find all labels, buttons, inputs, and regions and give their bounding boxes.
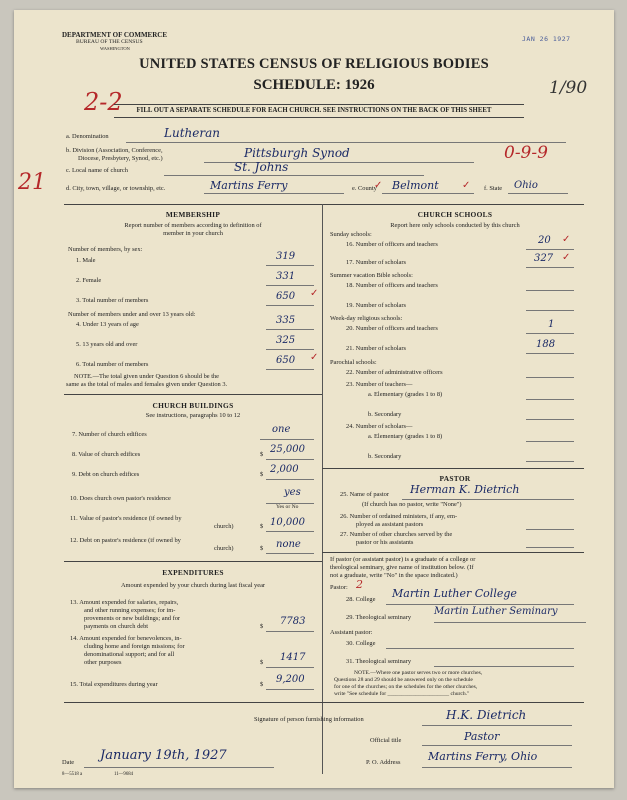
q14-value: 1417: [280, 652, 306, 663]
q30-line: [386, 648, 574, 649]
signature-value: H.K. Dietrich: [446, 708, 527, 722]
q1-value: 319: [276, 251, 296, 262]
q9-value: 2,000: [270, 464, 299, 475]
q8-dollar: $: [260, 451, 264, 458]
pastor-sub-label: Pastor:: [330, 584, 348, 591]
q5-line: [266, 349, 314, 350]
q17-value: 327: [534, 253, 554, 264]
q4-value: 335: [276, 315, 296, 326]
q28-label: 28. College: [346, 596, 376, 603]
check-mark-icon: ✓: [562, 234, 571, 245]
form-title: UNITED STATES CENSUS OF RELIGIOUS BODIES: [139, 56, 489, 72]
q20-label: 20. Number of officers and teachers: [346, 325, 438, 332]
q21-label: 21. Number of scholars: [346, 345, 406, 352]
q27-line: [526, 547, 574, 548]
q29-label: 29. Theological seminary: [346, 614, 412, 621]
graduate-rule: [322, 552, 584, 553]
buildings-heading: CHURCH BUILDINGS: [152, 401, 234, 410]
state-line: [508, 193, 568, 194]
q8-line: [266, 459, 314, 460]
q25-value: Herman K. Dietrich: [410, 483, 520, 496]
q15-value: 9,200: [276, 674, 305, 685]
q25-note: (If church has no pastor, write "None"): [362, 501, 462, 508]
q3-value: 650: [276, 291, 296, 302]
graduate-instruction: If pastor (or assistant pastor) is a graduate of a college or: [330, 556, 476, 563]
q24b-line: [526, 461, 574, 462]
local-name-value: St. Johns: [234, 160, 289, 174]
q25-label: 25. Name of pastor: [340, 491, 389, 498]
state-value: Ohio: [514, 180, 538, 191]
q21-line: [526, 353, 574, 354]
q24a-label: a. Elementary (grades 1 to 8): [368, 433, 443, 440]
handwritten-margin-number: 21: [18, 170, 46, 195]
division-code: 0-9-9: [504, 143, 548, 163]
q3-line: [266, 305, 314, 306]
q13-dollar: $: [260, 623, 264, 630]
q15-line: [266, 689, 314, 690]
q17-label: 17. Number of scholars: [346, 259, 406, 266]
q16-line: [526, 249, 574, 250]
q29-line: [434, 622, 586, 623]
sunday-schools-label: Sunday schools:: [330, 231, 372, 238]
q19-line: [526, 310, 574, 311]
pastor-note: NOTE.—Where one pastor serves two or more churches,: [354, 670, 483, 676]
city-label: d. City, town, village, or township, etc.: [66, 185, 166, 192]
q6-label: 6. Total number of members: [76, 361, 149, 368]
denomination-label: a. Denomination: [66, 133, 109, 140]
bureau-line: BUREAU OF THE CENSUS: [76, 39, 143, 45]
city-value: Martins Ferry: [210, 179, 288, 192]
official-title-value: Pastor: [464, 730, 500, 743]
form-code-2: 11—9684: [114, 772, 134, 777]
q15-dollar: $: [260, 681, 264, 688]
parochial-schools-label: Parochial schools:: [330, 359, 377, 366]
department-line: DEPARTMENT OF COMMERCE: [62, 31, 168, 39]
q9-dollar: $: [260, 471, 264, 478]
q23b-label: b. Secondary: [368, 411, 402, 418]
q23-label: 23. Number of teachers—: [346, 381, 413, 388]
q2-value: 331: [276, 271, 296, 282]
date-label: Date: [62, 759, 75, 766]
q12-label-2: church): [214, 545, 234, 552]
section-top-rule: [64, 204, 584, 205]
q6-value: 650: [276, 355, 296, 366]
q13-label: 13. Amount expended for salaries, repairs,: [70, 599, 179, 606]
q26-label: 26. Number of ordained ministers, if any, em-: [340, 513, 458, 520]
membership-intro-2: member in your church: [163, 230, 223, 237]
official-title-label: Official title: [370, 737, 402, 744]
buildings-subheading: See instructions, paragraphs 10 to 12: [145, 412, 241, 419]
pastor-note-4: write "See schedule for ______________________ church.": [334, 691, 470, 697]
q14-label-4: other purposes: [84, 659, 122, 666]
q7-line: [260, 439, 314, 440]
q12-value: none: [276, 539, 301, 550]
city-line: WASHINGTON: [100, 46, 130, 51]
membership-note-2: same as the total of males and females given under Question 3.: [66, 381, 228, 388]
date-value: January 19th, 1927: [100, 748, 227, 763]
q11-dollar: $: [260, 523, 264, 530]
q18-label: 18. Number of officers and teachers: [346, 282, 438, 289]
q16-value: 20: [538, 235, 551, 246]
check-mark-icon: ✓: [310, 352, 319, 363]
division-label-2: Diocese, Presbytery, Synod, etc.): [78, 155, 163, 162]
graduate-instruction-2: theological seminary, give name of institution below. (If: [330, 564, 474, 571]
q20-line: [526, 333, 574, 334]
q20-value: 1: [548, 319, 555, 330]
q14-line: [266, 667, 314, 668]
q24-label: 24. Number of scholars—: [346, 423, 413, 430]
state-label: f. State: [484, 185, 503, 192]
q12-line: [266, 553, 314, 554]
q28-value: Martin Luther College: [392, 587, 517, 600]
received-stamp: JAN 26 1927: [522, 35, 571, 43]
q22-line: [526, 377, 574, 378]
membership-note: NOTE.—The total given under Question 6 should be the: [74, 373, 220, 380]
q5-value: 325: [276, 335, 296, 346]
footer-rule: [64, 702, 584, 703]
q13-line: [266, 631, 314, 632]
q24b-label: b. Secondary: [368, 453, 402, 460]
form-code-1: 8—5518 a: [62, 772, 83, 777]
expenditures-subheading: Amount expended by your church during last fiscal year: [120, 582, 266, 589]
check-mark-icon: ✓: [462, 180, 471, 191]
division-label: b. Division (Association, Conference,: [66, 147, 163, 154]
q10-value: yes: [284, 487, 301, 498]
q17-line: [526, 267, 574, 268]
q31-label: 31. Theological seminary: [346, 658, 412, 665]
q14-label-2: cluding home and foreign missions; for: [84, 643, 185, 650]
q14-dollar: $: [260, 659, 264, 666]
q18-line: [526, 290, 574, 291]
q2-line: [266, 285, 314, 286]
expenditures-heading: EXPENDITURES: [162, 568, 224, 577]
q4-label: 4. Under 13 years of age: [76, 321, 139, 328]
q11-label-2: church): [214, 523, 234, 530]
q16-label: 16. Number of officers and teachers: [346, 241, 438, 248]
q1-line: [266, 265, 314, 266]
membership-heading: MEMBERSHIP: [165, 210, 221, 219]
q24a-line: [526, 441, 574, 442]
local-name-line: [164, 175, 424, 176]
po-address-line: [422, 767, 572, 768]
q15-label: 15. Total expenditures during year: [70, 681, 158, 688]
q22-label: 22. Number of administrative officers: [346, 369, 443, 376]
signature-label: Signature of person furnishing information: [254, 716, 364, 723]
q25-line: [402, 499, 574, 500]
schools-heading: CHURCH SCHOOLS: [417, 210, 493, 219]
q3-label: 3. Total number of members: [76, 297, 149, 304]
division-value: Pittsburgh Synod: [244, 146, 350, 160]
pastor-note-2: Questions 28 and 29 should be answered only on the schedule: [334, 677, 473, 683]
denomination-line: [126, 142, 566, 143]
q2-label: 2. Female: [76, 277, 102, 284]
q6-line: [266, 369, 314, 370]
expenditures-rule: [64, 561, 322, 562]
schools-subheading: Report here only schools conducted by this church: [390, 222, 520, 229]
pastor-rule: [322, 468, 584, 469]
q23a-label: a. Elementary (grades 1 to 8): [368, 391, 443, 398]
q11-line: [266, 531, 314, 532]
q10-label: 10. Does church own pastor's residence: [70, 495, 171, 502]
q11-label: 11. Value of pastor's residence (if owned by: [70, 515, 182, 522]
q11-value: 10,000: [270, 517, 305, 528]
q26-line: [526, 529, 574, 530]
q13-label-3: provements or new buildings; and for: [84, 615, 181, 622]
q23a-line: [526, 399, 574, 400]
check-mark-icon: ✓: [562, 252, 571, 263]
signature-line: [422, 725, 572, 726]
po-address-label: P. O. Address: [366, 759, 401, 766]
q9-label: 9. Debt on church edifices: [72, 471, 140, 478]
denomination-value: Lutheran: [164, 126, 220, 140]
handwritten-top-right: 1/90: [549, 78, 588, 98]
q13-label-4: payments on church debt: [84, 623, 149, 630]
q29-value: Martin Luther Seminary: [434, 606, 558, 617]
instruction-rule-top: [114, 104, 524, 105]
instruction-line: FILL OUT A SEPARATE SCHEDULE FOR EACH CHURCH. SEE INSTRUCTIONS ON THE BACK OF THIS SHEET: [136, 107, 492, 114]
q7-value: one: [272, 424, 291, 435]
q13-value: 7783: [280, 616, 306, 627]
po-address-value: Martins Ferry, Ohio: [428, 750, 538, 763]
q4-line: [266, 329, 314, 330]
members-by-sex-label: Number of members, by sex:: [68, 246, 143, 253]
assistant-pastor-label: Assistant pastor:: [330, 629, 373, 636]
instruction-rule-bottom: [114, 117, 524, 118]
census-schedule-sheet: [14, 10, 614, 788]
weekday-schools-label: Week-day religious schools:: [330, 315, 403, 322]
members-by-age-label: Number of members under and over 13 years old:: [68, 311, 196, 318]
q21-value: 188: [536, 339, 556, 350]
form-subtitle: SCHEDULE: 1926: [253, 77, 375, 93]
q23b-line: [526, 419, 574, 420]
column-divider: [322, 204, 323, 774]
q12-dollar: $: [260, 545, 264, 552]
graduate-instruction-3: not a graduate, write "No" in the space indicated.): [330, 572, 458, 579]
yes-no-caption: Yes or No: [276, 504, 299, 510]
q5-label: 5. 13 years old and over: [76, 341, 138, 348]
pastor-heading: PASTOR: [439, 474, 471, 483]
check-mark-icon: ✓: [374, 180, 383, 191]
buildings-rule: [64, 394, 322, 395]
handwritten-two: 2: [356, 578, 363, 591]
q30-label: 30. College: [346, 640, 376, 647]
q14-label: 14. Amount expended for benevolences, in-: [70, 635, 182, 642]
date-line: [84, 767, 274, 768]
q9-line: [266, 479, 314, 480]
q12-label: 12. Debt on pastor's residence (if owned by: [70, 537, 181, 544]
q31-line: [434, 666, 574, 667]
county-label: e. County: [352, 185, 377, 192]
summer-schools-label: Summer vacation Bible schools:: [330, 272, 413, 279]
city-field-line: [204, 193, 344, 194]
pastor-note-3: for one of the churches; on the schedules for the other churches,: [334, 684, 478, 690]
q8-value: 25,000: [270, 444, 305, 455]
q14-label-3: denominational support; and for all: [84, 651, 175, 658]
q28-line: [386, 604, 574, 605]
q1-label: 1. Male: [76, 257, 96, 264]
county-line: [382, 193, 474, 194]
check-mark-icon: ✓: [310, 288, 319, 299]
q13-label-2: and other running expenses; for im-: [84, 607, 176, 614]
handwritten-top-left: 2-2: [84, 88, 123, 116]
local-name-label: c. Local name of church: [66, 167, 128, 174]
county-value: Belmont: [392, 179, 439, 192]
q26-label-2: ployed as assistant pastors: [356, 521, 424, 528]
membership-intro: Report number of members according to definition of: [124, 222, 262, 229]
official-title-line: [422, 745, 572, 746]
q27-label: 27. Number of other churches served by the: [340, 531, 453, 538]
q19-label: 19. Number of scholars: [346, 302, 406, 309]
q27-label-2: pastor or his assistants: [356, 539, 414, 546]
q7-label: 7. Number of church edifices: [72, 431, 147, 438]
q8-label: 8. Value of church edifices: [72, 451, 141, 458]
